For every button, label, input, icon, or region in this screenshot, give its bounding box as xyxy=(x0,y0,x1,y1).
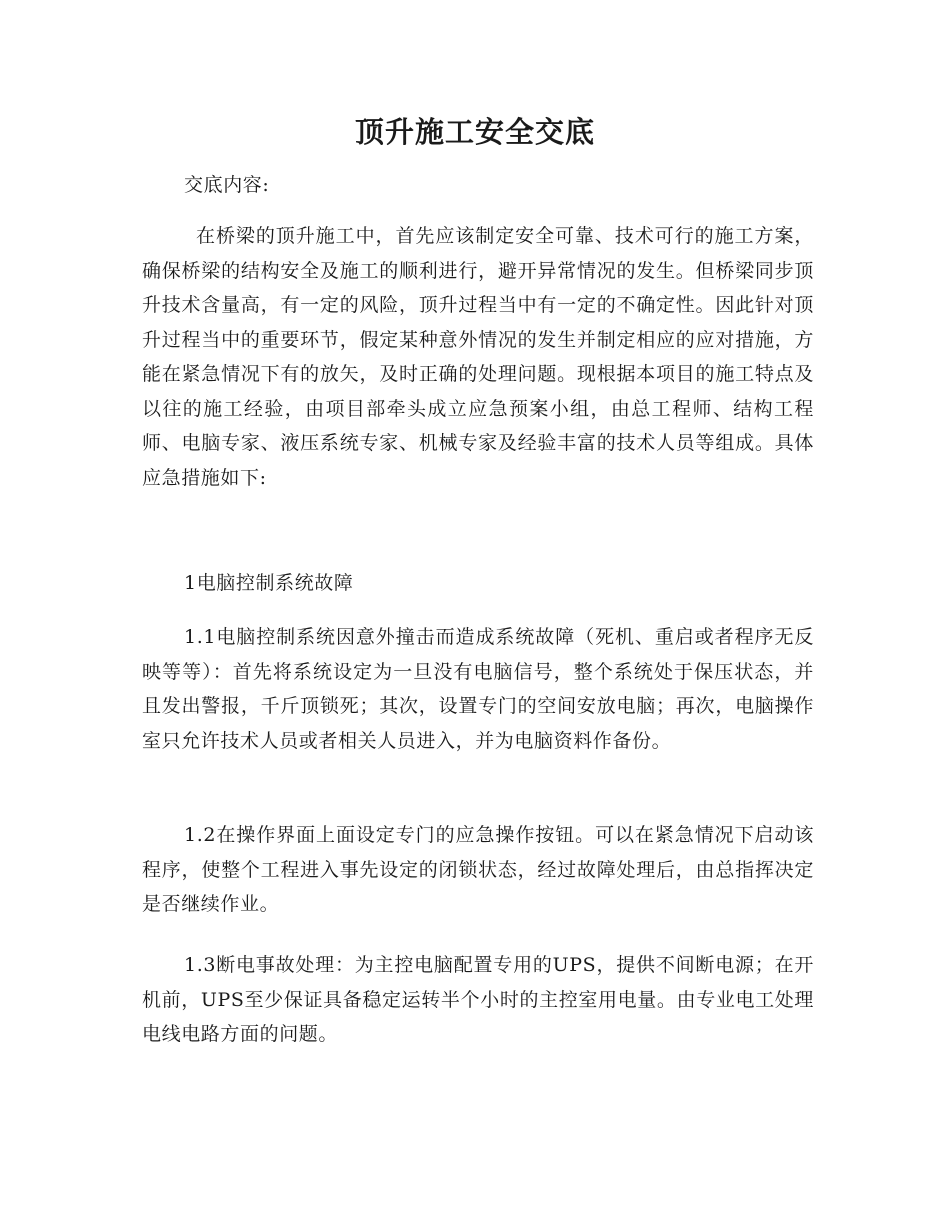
section-heading-computer-failure: 1电脑控制系统故障 xyxy=(184,572,354,594)
paragraph-intro-label: 交底内容: xyxy=(184,174,270,196)
paragraph-1-3: 1.3断电事故处理：为主控电脑配置专用的UPS，提供不间断电源；在开机前，UPS至少保证具备稳定运转半个小时的主控室用电量。由专业电工处理电线电路方面的问题。 xyxy=(142,954,814,1045)
document-title: 顶升施工安全交底 xyxy=(354,115,595,149)
paragraph-1-2: 1.2在操作界面上面设定专门的应急操作按钮。可以在紧急情况下启动该程序，使整个工程进入事先设定的闭锁状态，经过故障处理后，由总指挥决定是否继续作业。 xyxy=(142,824,814,915)
paragraph-overview: 在桥梁的顶升施工中，首先应该制定安全可靠、技术可行的施工方案，确保桥梁的结构安全及施工的顺利进行，避开异常情况的发生。但桥梁同步顶升技术含量高，有一定的风险，顶升过程当中有一定的不确定性。因此针对顶升过程当中的重要环节，假定某种意外情况的发生并制定相应的应对措施，方能在紧急情况下有的放矢，及时正确的处理问题。现根据本项目的施工特点及以往的施工经验，由项目部牵头成立应急预案小组，由总工程师、结构工程师、电脑专家、液压系统专家、机械专家及经验丰富的技术人员等组成。具体应急措施如下: xyxy=(142,225,814,489)
paragraph-1-1: 1.1电脑控制系统因意外撞击而造成系统故障（死机、重启或者程序无反映等等）：首先将系统设定为一旦没有电脑信号，整个系统处于保压状态，并且发出警报，千斤顶锁死；其次，设置专门的空间安放电脑；再次，电脑操作室只允许技术人员或者相关人员进入，并为电脑资料作备份。 xyxy=(142,626,814,752)
